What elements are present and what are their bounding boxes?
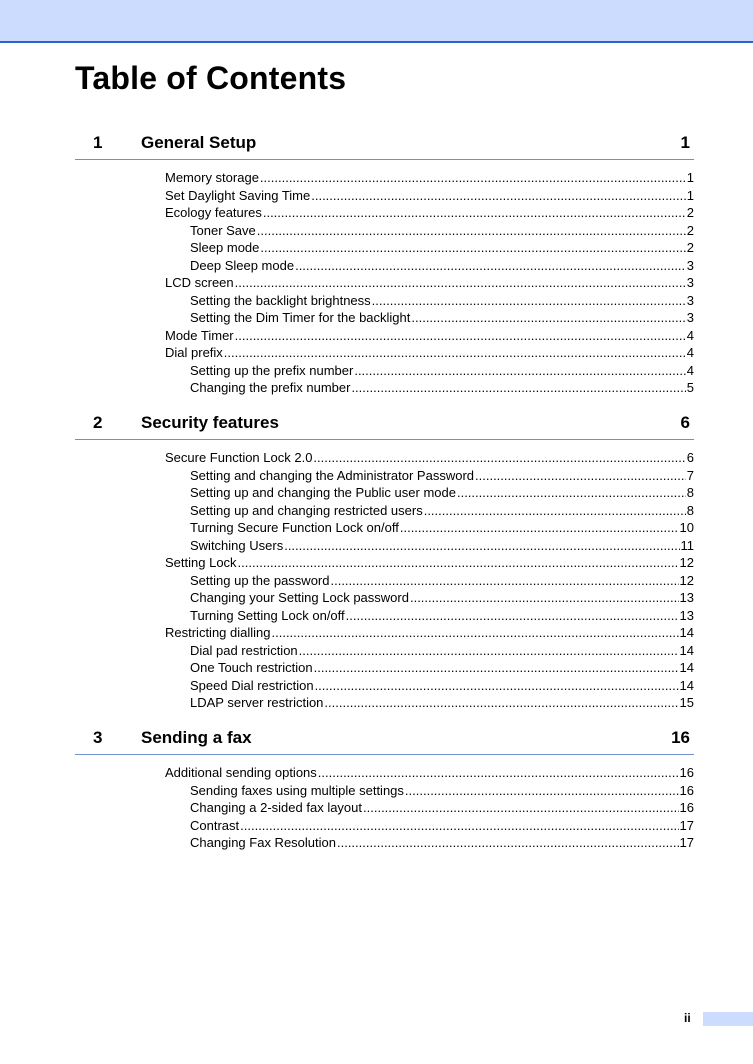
- footer-tab: [703, 1012, 753, 1026]
- entry-page-number: 5: [686, 380, 694, 395]
- toc-entry[interactable]: [165, 327, 694, 345]
- chapter-title: Sending a fax: [141, 728, 252, 747]
- toc-subentry[interactable]: [190, 589, 694, 607]
- entry-label: Sleep mode: [190, 240, 260, 255]
- dot-leader: [314, 659, 679, 677]
- chapter-title: Security features: [141, 413, 279, 432]
- dot-leader: [330, 572, 678, 590]
- entry-page-number: 14: [679, 660, 694, 675]
- toc-subentry[interactable]: [190, 537, 694, 555]
- toc-subentry[interactable]: [190, 782, 694, 800]
- entry-label: LCD screen: [165, 275, 234, 290]
- toc-subentry[interactable]: [190, 222, 694, 240]
- entry-label: Dial pad restriction: [190, 642, 298, 658]
- entry-label: Deep Sleep mode: [190, 257, 295, 273]
- entry-label: Dial prefix: [165, 345, 223, 360]
- entry-page-number: 16: [679, 782, 694, 798]
- entry-page-number: 4: [686, 345, 694, 360]
- dot-leader: [318, 764, 679, 782]
- page-title: Table of Contents: [75, 60, 347, 96]
- dot-leader: [337, 834, 679, 852]
- entry-label: LDAP server restriction: [190, 695, 324, 710]
- dot-leader: [235, 327, 686, 345]
- toc-entry[interactable]: [165, 169, 694, 187]
- entry-page-number: 3: [686, 310, 694, 325]
- dot-leader: [257, 222, 686, 240]
- toc-subentry[interactable]: [190, 362, 694, 380]
- entry-page-number: 8: [686, 502, 694, 518]
- toc-subentry[interactable]: [190, 817, 694, 835]
- entry-list: [75, 449, 694, 712]
- entry-page-number: 10: [679, 520, 694, 535]
- entry-label: Memory storage: [165, 170, 259, 185]
- entry-label: Setting the Dim Timer for the backlight: [190, 310, 411, 325]
- dot-leader: [224, 344, 686, 362]
- dot-leader: [238, 554, 679, 572]
- dot-leader: [372, 292, 686, 310]
- entry-label: Turning Secure Function Lock on/off: [190, 520, 399, 535]
- chapter-page: 16: [671, 728, 690, 747]
- dot-leader: [313, 449, 685, 467]
- toc-subentry[interactable]: [190, 257, 694, 275]
- entry-page-number: 17: [679, 817, 694, 833]
- chapter-section: [75, 130, 694, 397]
- chapter-number: 2: [93, 413, 103, 432]
- entry-page-number: 13: [679, 607, 694, 623]
- entry-page-number: 12: [679, 555, 694, 570]
- dot-leader: [475, 467, 686, 485]
- page-number: ii: [684, 1011, 691, 1025]
- entry-page-number: 16: [679, 765, 694, 780]
- entry-page-number: 3: [686, 257, 694, 273]
- chapter-page: 1: [680, 133, 690, 152]
- chapter-heading[interactable]: [75, 130, 694, 160]
- entry-page-number: 2: [686, 205, 694, 220]
- entry-page-number: 14: [679, 677, 694, 693]
- toc-subentry[interactable]: [190, 799, 694, 817]
- entry-page-number: 17: [679, 835, 694, 850]
- toc-subentry[interactable]: [190, 239, 694, 257]
- toc-subentry[interactable]: [190, 467, 694, 485]
- entry-page-number: 8: [686, 485, 694, 500]
- dot-leader: [351, 379, 685, 397]
- entry-label: Toner Save: [190, 222, 256, 238]
- entry-label: Changing the prefix number: [190, 380, 351, 395]
- entry-list: [75, 764, 694, 852]
- entry-label: Setting up and changing the Public user mode: [190, 485, 456, 500]
- entry-page-number: 14: [679, 642, 694, 658]
- entry-label: Speed Dial restriction: [190, 677, 314, 693]
- toc-entry[interactable]: [165, 449, 694, 467]
- dot-leader: [315, 677, 679, 695]
- entry-page-number: 6: [686, 450, 694, 465]
- dot-leader: [424, 502, 686, 520]
- entry-page-number: 16: [679, 800, 694, 815]
- entry-label: Additional sending options: [165, 765, 317, 780]
- toc-subentry[interactable]: [190, 642, 694, 660]
- dot-leader: [457, 484, 686, 502]
- dot-leader: [284, 537, 679, 555]
- toc-entry[interactable]: [165, 764, 694, 782]
- entry-label: Ecology features: [165, 205, 262, 220]
- chapter-title: General Setup: [141, 133, 257, 152]
- entry-label: Sending faxes using multiple settings: [190, 782, 404, 798]
- toc-subentry[interactable]: [190, 834, 694, 852]
- entry-label: Changing Fax Resolution: [190, 835, 336, 850]
- toc-subentry[interactable]: [190, 379, 694, 397]
- entry-list: [75, 169, 694, 397]
- dot-leader: [354, 362, 685, 380]
- dot-leader: [295, 257, 686, 275]
- entry-label: Setting up the password: [190, 572, 330, 588]
- entry-label: Setting the backlight brightness: [190, 292, 371, 308]
- header-band: [0, 0, 753, 43]
- entry-page-number: 14: [679, 625, 694, 640]
- entry-page-number: 4: [686, 362, 694, 378]
- dot-leader: [363, 799, 679, 817]
- toc-subentry[interactable]: [190, 292, 694, 310]
- entry-page-number: 12: [679, 572, 694, 588]
- entry-label: Secure Function Lock 2.0: [165, 450, 313, 465]
- entry-label: Restricting dialling: [165, 625, 271, 640]
- toc-subentry[interactable]: [190, 519, 694, 537]
- dot-leader: [405, 782, 679, 800]
- toc-subentry[interactable]: [190, 677, 694, 695]
- dot-leader: [260, 169, 686, 187]
- entry-label: Changing your Setting Lock password: [190, 590, 409, 605]
- entry-page-number: 15: [679, 695, 694, 710]
- entry-page-number: 3: [686, 275, 694, 290]
- entry-label: Setting and changing the Administrator Password: [190, 467, 475, 483]
- chapter-number: 1: [93, 133, 103, 152]
- dot-leader: [272, 624, 679, 642]
- entry-page-number: 1: [686, 170, 694, 185]
- dot-leader: [400, 519, 679, 537]
- entry-label: Setting Lock: [165, 555, 237, 570]
- dot-leader: [411, 309, 685, 327]
- chapter-heading[interactable]: [75, 410, 694, 440]
- toc-subentry[interactable]: [190, 572, 694, 590]
- dot-leader: [260, 239, 685, 257]
- entry-page-number: 11: [680, 537, 694, 553]
- dot-leader: [299, 642, 679, 660]
- toc-entry[interactable]: [165, 624, 694, 642]
- toc-entry[interactable]: [165, 187, 694, 205]
- dot-leader: [263, 204, 686, 222]
- chapter-number: 3: [93, 728, 103, 747]
- dot-leader: [410, 589, 679, 607]
- entry-label: Changing a 2-sided fax layout: [190, 800, 363, 815]
- entry-label: Set Daylight Saving Time: [165, 187, 311, 203]
- dot-leader: [235, 274, 686, 292]
- toc-subentry[interactable]: [190, 309, 694, 327]
- entry-label: One Touch restriction: [190, 660, 313, 675]
- toc-subentry[interactable]: [190, 502, 694, 520]
- toc-subentry[interactable]: [190, 694, 694, 712]
- entry-label: Setting up and changing restricted users: [190, 502, 423, 518]
- entry-label: Turning Setting Lock on/off: [190, 607, 345, 623]
- entry-page-number: 1: [686, 187, 694, 203]
- toc-subentry[interactable]: [190, 607, 694, 625]
- entry-page-number: 3: [686, 292, 694, 308]
- chapter-page: 6: [680, 413, 690, 432]
- entry-page-number: 7: [686, 467, 694, 483]
- entry-label: Setting up the prefix number: [190, 362, 354, 378]
- dot-leader: [311, 187, 686, 205]
- entry-page-number: 13: [679, 590, 694, 605]
- toc-entry[interactable]: [165, 274, 694, 292]
- chapter-section: [75, 410, 694, 712]
- chapter-section: [75, 725, 694, 852]
- dot-leader: [346, 607, 679, 625]
- entry-page-number: 4: [686, 327, 694, 343]
- entry-label: Mode Timer: [165, 327, 234, 343]
- entry-label: Contrast: [190, 817, 240, 833]
- toc-subentry[interactable]: [190, 659, 694, 677]
- entry-label: Switching Users: [190, 537, 284, 553]
- toc-subentry[interactable]: [190, 484, 694, 502]
- entry-page-number: 2: [686, 240, 694, 255]
- toc-entry[interactable]: [165, 204, 694, 222]
- dot-leader: [240, 817, 678, 835]
- entry-page-number: 2: [686, 222, 694, 238]
- toc-entry[interactable]: [165, 554, 694, 572]
- chapter-heading[interactable]: [75, 725, 694, 755]
- dot-leader: [324, 694, 678, 712]
- toc-entry[interactable]: [165, 344, 694, 362]
